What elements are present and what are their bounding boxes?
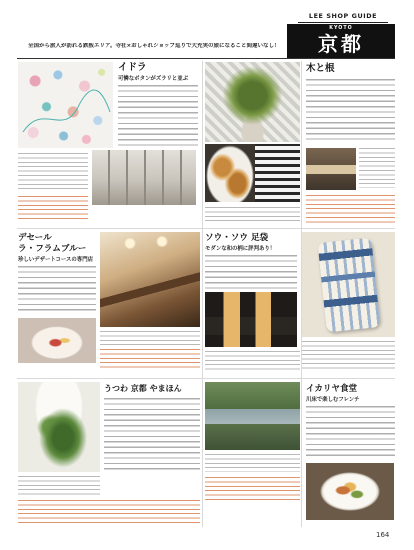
phone-case-pattern [317,237,380,332]
shop-name-dessert-line1: デセール [18,233,52,243]
shop-name-ikariya: イカリヤ食堂 [306,384,358,394]
shop-body-dessert [18,266,96,314]
page-headline: 全国から旅人が訪れる鉄板エリア。寺社×おしゃれショップ巡りで大充実の旅になること間違いなし！ [28,43,280,49]
city-title-box [287,24,395,58]
shop-address-yamahon [18,500,200,526]
shop-name-idora: イドラ [118,62,147,73]
header-rule [17,58,395,59]
shop-subtitle-ikariya: 川床で楽しむフレンチ [306,397,360,403]
shop-address-ikariya [205,477,300,503]
photo-caption-dessert [100,331,200,345]
photo-sousou-storefront [205,292,297,347]
thread-decoration [18,62,113,148]
photo-caption-phone-case [302,341,395,372]
row-divider [17,228,395,229]
page-number: 164 [376,531,390,539]
shop-address-dessert [100,349,200,371]
shop-subtitle-sousou: モダンな和の柄に評判あり！ [205,246,276,252]
city-name-jp: 京都 [318,32,364,56]
row-divider [17,378,395,379]
photo-bread-plates [205,144,255,202]
shop-body-ikariya [306,406,395,458]
shop-name-yamahon: うつわ 京都 やまほん [104,384,182,393]
shop-subtitle-idora: 可憐なボタンがズラリと並ぶ [118,76,189,82]
shop-body-idora [118,85,198,147]
photo-dessert-counter [100,232,200,327]
photo-kitone-shop [306,148,356,190]
photo-caption-kitone [359,148,395,188]
shop-address-kitone [306,195,395,223]
photo-idora-store [92,150,196,205]
guide-label: LEE SHOP GUIDE [298,11,388,23]
shop-name-kitone: 木と根 [306,63,335,74]
photo-bowl-leaves [18,382,100,472]
photo-caption-river [205,454,300,472]
shop-body-kitone [306,79,395,143]
column-divider [202,61,203,527]
shop-body-yamahon [104,398,200,472]
photo-phone-case [302,232,395,337]
photo-caption-idora [18,153,88,189]
photo-french-dish [306,463,394,520]
shop-name-dessert-line2: ラ・フラムブルー [18,244,87,254]
shop-subtitle-dessert: 珍しいデザートコースの専門店 [18,257,93,263]
photo-plant-interior [205,62,300,142]
photo-textile-pattern [255,144,300,202]
photo-buttons-beads [18,62,113,148]
shop-name-sousou: ソウ・ソウ 足袋 [205,233,269,243]
photo-caption-yamahon [18,476,100,497]
photo-river-view [205,382,300,450]
photo-dessert-plate [18,318,96,363]
city-name-en: KYOTO [329,26,353,31]
shop-address-idora [18,196,88,222]
photo-caption-sousou [205,351,300,372]
photo-caption-center-top [205,207,300,224]
shop-body-sousou [205,255,297,289]
